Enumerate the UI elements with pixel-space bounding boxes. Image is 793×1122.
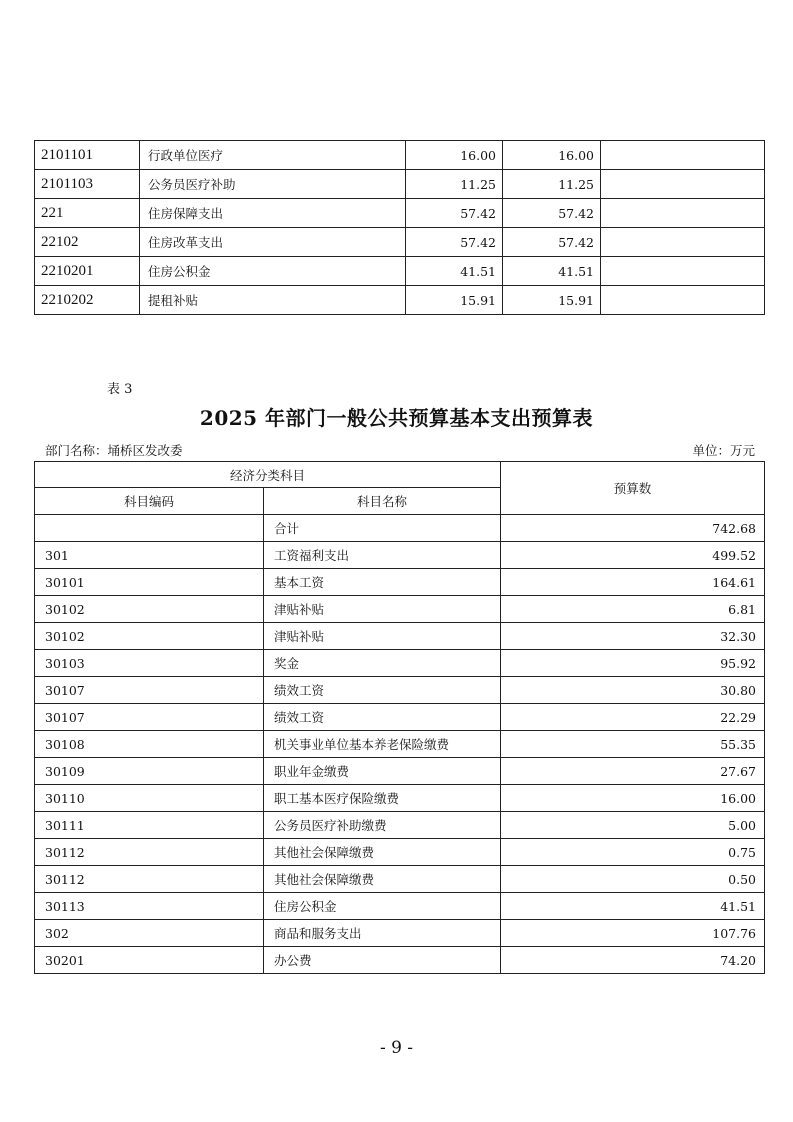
subject-code-cell: 2210201 <box>35 257 140 286</box>
budget-amount-cell: 499.52 <box>501 542 765 569</box>
budget-amount-cell: 27.67 <box>501 758 765 785</box>
table-row <box>35 785 765 812</box>
subject-code-cell: 30112 <box>35 866 264 893</box>
department-label: 部门名称：埇桥区发改委 <box>45 443 183 458</box>
table-row <box>35 866 765 893</box>
subject-name-cell: 住房保障支出 <box>140 199 406 228</box>
table-row <box>35 947 765 974</box>
header-economic-classification: 经济分类科目 <box>35 462 501 488</box>
project-amount-cell <box>601 170 765 199</box>
basic-amount-cell: 57.42 <box>503 228 601 257</box>
subject-code-cell: 30102 <box>35 596 264 623</box>
project-amount-cell <box>601 199 765 228</box>
table-row <box>35 569 765 596</box>
basic-amount-cell: 15.91 <box>503 286 601 315</box>
header-budget-amount: 预算数 <box>501 462 765 515</box>
subject-name-cell: 其他社会保障缴费 <box>264 839 501 866</box>
budget-amount-cell: 0.50 <box>501 866 765 893</box>
subject-name-cell: 机关事业单位基本养老保险缴费 <box>264 731 501 758</box>
project-amount-cell <box>601 141 765 170</box>
page-number: - 9 - <box>379 1038 414 1058</box>
subject-code-cell: 221 <box>35 199 140 228</box>
budget-amount-cell: 107.76 <box>501 920 765 947</box>
subject-code-cell: 30112 <box>35 839 264 866</box>
subject-name-cell: 奖金 <box>264 650 501 677</box>
table-row <box>35 650 765 677</box>
basic-amount-cell: 16.00 <box>503 141 601 170</box>
project-amount-cell <box>601 257 765 286</box>
subject-name-cell: 职业年金缴费 <box>264 758 501 785</box>
subject-name-cell: 住房公积金 <box>140 257 406 286</box>
budget-amount-cell: 74.20 <box>501 947 765 974</box>
amount-cell: 57.42 <box>406 199 503 228</box>
subject-name-cell: 合计 <box>264 515 501 542</box>
subject-code-cell: 2101101 <box>35 141 140 170</box>
project-amount-cell <box>601 286 765 315</box>
budget-amount-cell: 164.61 <box>501 569 765 596</box>
subject-name-cell: 住房改革支出 <box>140 228 406 257</box>
budget-amount-cell: 32.30 <box>501 623 765 650</box>
subject-code-cell <box>35 515 264 542</box>
subject-code-cell: 30201 <box>35 947 264 974</box>
subject-name-cell: 公务员医疗补助 <box>140 170 406 199</box>
table-row <box>35 623 765 650</box>
table-row <box>35 758 765 785</box>
table-row <box>35 286 765 315</box>
budget-amount-cell: 16.00 <box>501 785 765 812</box>
subject-code-cell: 301 <box>35 542 264 569</box>
subject-code-cell: 302 <box>35 920 264 947</box>
table-row <box>35 704 765 731</box>
subject-code-cell: 30102 <box>35 623 264 650</box>
page-title: 2025 年部门一般公共预算基本支出预算表 <box>199 406 594 430</box>
subject-name-cell: 津贴补贴 <box>264 623 501 650</box>
table-row <box>35 199 765 228</box>
project-amount-cell <box>601 228 765 257</box>
basic-amount-cell: 41.51 <box>503 257 601 286</box>
budget-amount-cell: 0.75 <box>501 839 765 866</box>
table-row <box>35 677 765 704</box>
subject-name-cell: 商品和服务支出 <box>264 920 501 947</box>
basic-amount-cell: 11.25 <box>503 170 601 199</box>
subject-code-cell: 30107 <box>35 704 264 731</box>
subject-name-cell: 办公费 <box>264 947 501 974</box>
subject-code-cell: 2101103 <box>35 170 140 199</box>
budget-amount-cell: 55.35 <box>501 731 765 758</box>
amount-cell: 41.51 <box>406 257 503 286</box>
subject-code-cell: 30107 <box>35 677 264 704</box>
subject-code-cell: 30108 <box>35 731 264 758</box>
subject-name-cell: 提租补贴 <box>140 286 406 315</box>
subject-code-cell: 30109 <box>35 758 264 785</box>
subject-name-cell: 基本工资 <box>264 569 501 596</box>
table-row <box>35 515 765 542</box>
budget-amount-cell: 41.51 <box>501 893 765 920</box>
basic-amount-cell: 57.42 <box>503 199 601 228</box>
subject-name-cell: 绩效工资 <box>264 704 501 731</box>
table-row <box>35 839 765 866</box>
amount-cell: 16.00 <box>406 141 503 170</box>
header-subject-name: 科目名称 <box>264 488 501 515</box>
table-row <box>35 257 765 286</box>
table-row <box>35 170 765 199</box>
budget-table-continued <box>34 140 765 315</box>
table-row <box>35 596 765 623</box>
basic-expenditure-table <box>34 461 765 974</box>
subject-name-cell: 公务员医疗补助缴费 <box>264 812 501 839</box>
budget-amount-cell: 742.68 <box>501 515 765 542</box>
subject-code-cell: 22102 <box>35 228 140 257</box>
budget-amount-cell: 30.80 <box>501 677 765 704</box>
amount-cell: 15.91 <box>406 286 503 315</box>
table-row <box>35 228 765 257</box>
subject-code-cell: 30113 <box>35 893 264 920</box>
table-row <box>35 542 765 569</box>
subject-code-cell: 30110 <box>35 785 264 812</box>
budget-table-continued-body <box>35 141 765 315</box>
subject-name-cell: 津贴补贴 <box>264 596 501 623</box>
unit-label: 单位：万元 <box>692 443 755 458</box>
subject-name-cell: 行政单位医疗 <box>140 141 406 170</box>
table-row <box>35 812 765 839</box>
table-caption: 表 3 <box>107 382 133 397</box>
budget-amount-cell: 95.92 <box>501 650 765 677</box>
subject-code-cell: 30103 <box>35 650 264 677</box>
amount-cell: 57.42 <box>406 228 503 257</box>
basic-expenditure-table-body <box>35 515 765 974</box>
table-row <box>35 141 765 170</box>
budget-amount-cell: 5.00 <box>501 812 765 839</box>
subject-name-cell: 工资福利支出 <box>264 542 501 569</box>
subject-name-cell: 绩效工资 <box>264 677 501 704</box>
subject-code-cell: 30101 <box>35 569 264 596</box>
subject-code-cell: 2210202 <box>35 286 140 315</box>
amount-cell: 11.25 <box>406 170 503 199</box>
subject-code-cell: 30111 <box>35 812 264 839</box>
table-row <box>35 731 765 758</box>
budget-amount-cell: 6.81 <box>501 596 765 623</box>
table-row <box>35 920 765 947</box>
table-row <box>35 893 765 920</box>
header-subject-code: 科目编码 <box>35 488 264 515</box>
subject-name-cell: 住房公积金 <box>264 893 501 920</box>
budget-amount-cell: 22.29 <box>501 704 765 731</box>
subject-name-cell: 职工基本医疗保险缴费 <box>264 785 501 812</box>
subject-name-cell: 其他社会保障缴费 <box>264 866 501 893</box>
